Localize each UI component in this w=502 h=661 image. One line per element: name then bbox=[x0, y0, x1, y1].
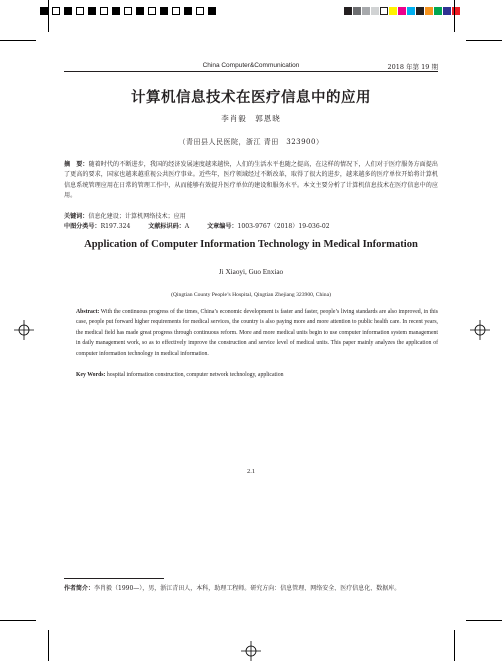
clc-label: 中图分类号： bbox=[64, 223, 101, 230]
affiliation-zh: （青田县人民医院，浙江 青田 323900） bbox=[178, 138, 324, 146]
keywords-zh-label: 关键词： bbox=[64, 213, 89, 220]
footnote-rule bbox=[64, 578, 164, 579]
color-swatch bbox=[353, 7, 361, 15]
issue-number: 2018 年第 19 期 bbox=[387, 63, 438, 71]
abstract-en-text: With the continuous progress of the times, China’s economic development is faster and faster, people’s living standards are also improved, in this case, people put forward higher requirements for medical services, the country is also paying more and more attention to public health care. In recent years, the medical field has made great progress through continuous reform. More and more medical units begin to use computer information system management in daily management work, so as to effectively improve the construction and service level of medical units. This paper mainly analyzes the application of computer information technology in medical information. bbox=[76, 309, 438, 357]
footnote-text: 李肖毅（1990—），男，浙江青田人，本科，助理工程师。研究方向：信息管理、网络安全、医疗信息化、数据库。 bbox=[94, 585, 401, 592]
section-number: 2.1 bbox=[246, 468, 256, 475]
color-swatch bbox=[443, 7, 451, 15]
paper-title-zh: 计算机信息技术在医疗信息中的应用 bbox=[131, 89, 371, 106]
abstract-en bbox=[76, 307, 438, 359]
color-swatch bbox=[425, 7, 433, 15]
registration-target-icon bbox=[470, 320, 490, 340]
classification-zh bbox=[64, 221, 438, 230]
journal-name: China Computer&Communication bbox=[202, 62, 300, 69]
authors-en: Ji Xiaoyi, Guo Enxiao bbox=[218, 268, 284, 276]
color-swatch bbox=[398, 7, 406, 15]
color-swatch bbox=[371, 7, 379, 15]
color-swatch bbox=[416, 7, 424, 15]
abstract-zh-text: 随着时代的不断进步，我国的经济发展速度越来越快，人们的生活水平也随之提高，在这样的情况下，人们对于医疗服务方面提出了更高的要求，国家也越来越重视公共医疗事业。近些年，医疗领域经过不断改革，取得了很大的进步，越来越多的医疗单位开始将计算机信息系统管理应用在日常的管理工作中，从而能够有效提升医疗单位的建设和服务水平。本文主要分析了计算机信息技术在医疗信息中的应用。 bbox=[64, 161, 439, 199]
clc-value: R197.324 bbox=[100, 223, 131, 230]
color-swatch bbox=[380, 7, 388, 15]
color-swatch bbox=[434, 7, 442, 15]
author-footnote bbox=[64, 583, 444, 592]
article-number-value: 1003-9767（2018）19-036-02 bbox=[237, 223, 330, 230]
abstract-zh-label: 摘 要： bbox=[64, 161, 89, 168]
authors-zh: 李肖毅 郭恩晓 bbox=[221, 114, 281, 123]
color-swatch bbox=[389, 7, 397, 15]
keywords-en bbox=[76, 372, 438, 378]
color-swatch bbox=[407, 7, 415, 15]
doc-code-label: 文献标识码： bbox=[148, 223, 185, 230]
keywords-zh-text: 信息化建设；计算机网络技术；应用 bbox=[88, 213, 186, 220]
footnote-label: 作者简介： bbox=[64, 585, 95, 592]
keywords-en-label: Key Words: bbox=[76, 372, 106, 378]
paper-title-en: Application of Computer Information Technology in Medical Information bbox=[84, 239, 418, 250]
header-rule bbox=[64, 71, 438, 72]
color-swatch bbox=[362, 7, 370, 15]
abstract-en-label: Abstract: bbox=[76, 309, 100, 315]
article-number-label: 文章编号： bbox=[207, 223, 238, 230]
abstract-zh bbox=[64, 160, 438, 201]
registration-target-icon bbox=[14, 320, 34, 340]
doc-code-value: A bbox=[184, 223, 190, 230]
affiliation-en: (Qingtian County People’s Hospital, Qingtian Zhejiang 323900, China) bbox=[171, 292, 331, 298]
registration-target-icon bbox=[241, 641, 261, 661]
keywords-en-text: hospital information construction, computer network technology, application bbox=[106, 372, 284, 378]
color-swatch bbox=[344, 7, 352, 15]
keywords-zh bbox=[64, 211, 438, 220]
